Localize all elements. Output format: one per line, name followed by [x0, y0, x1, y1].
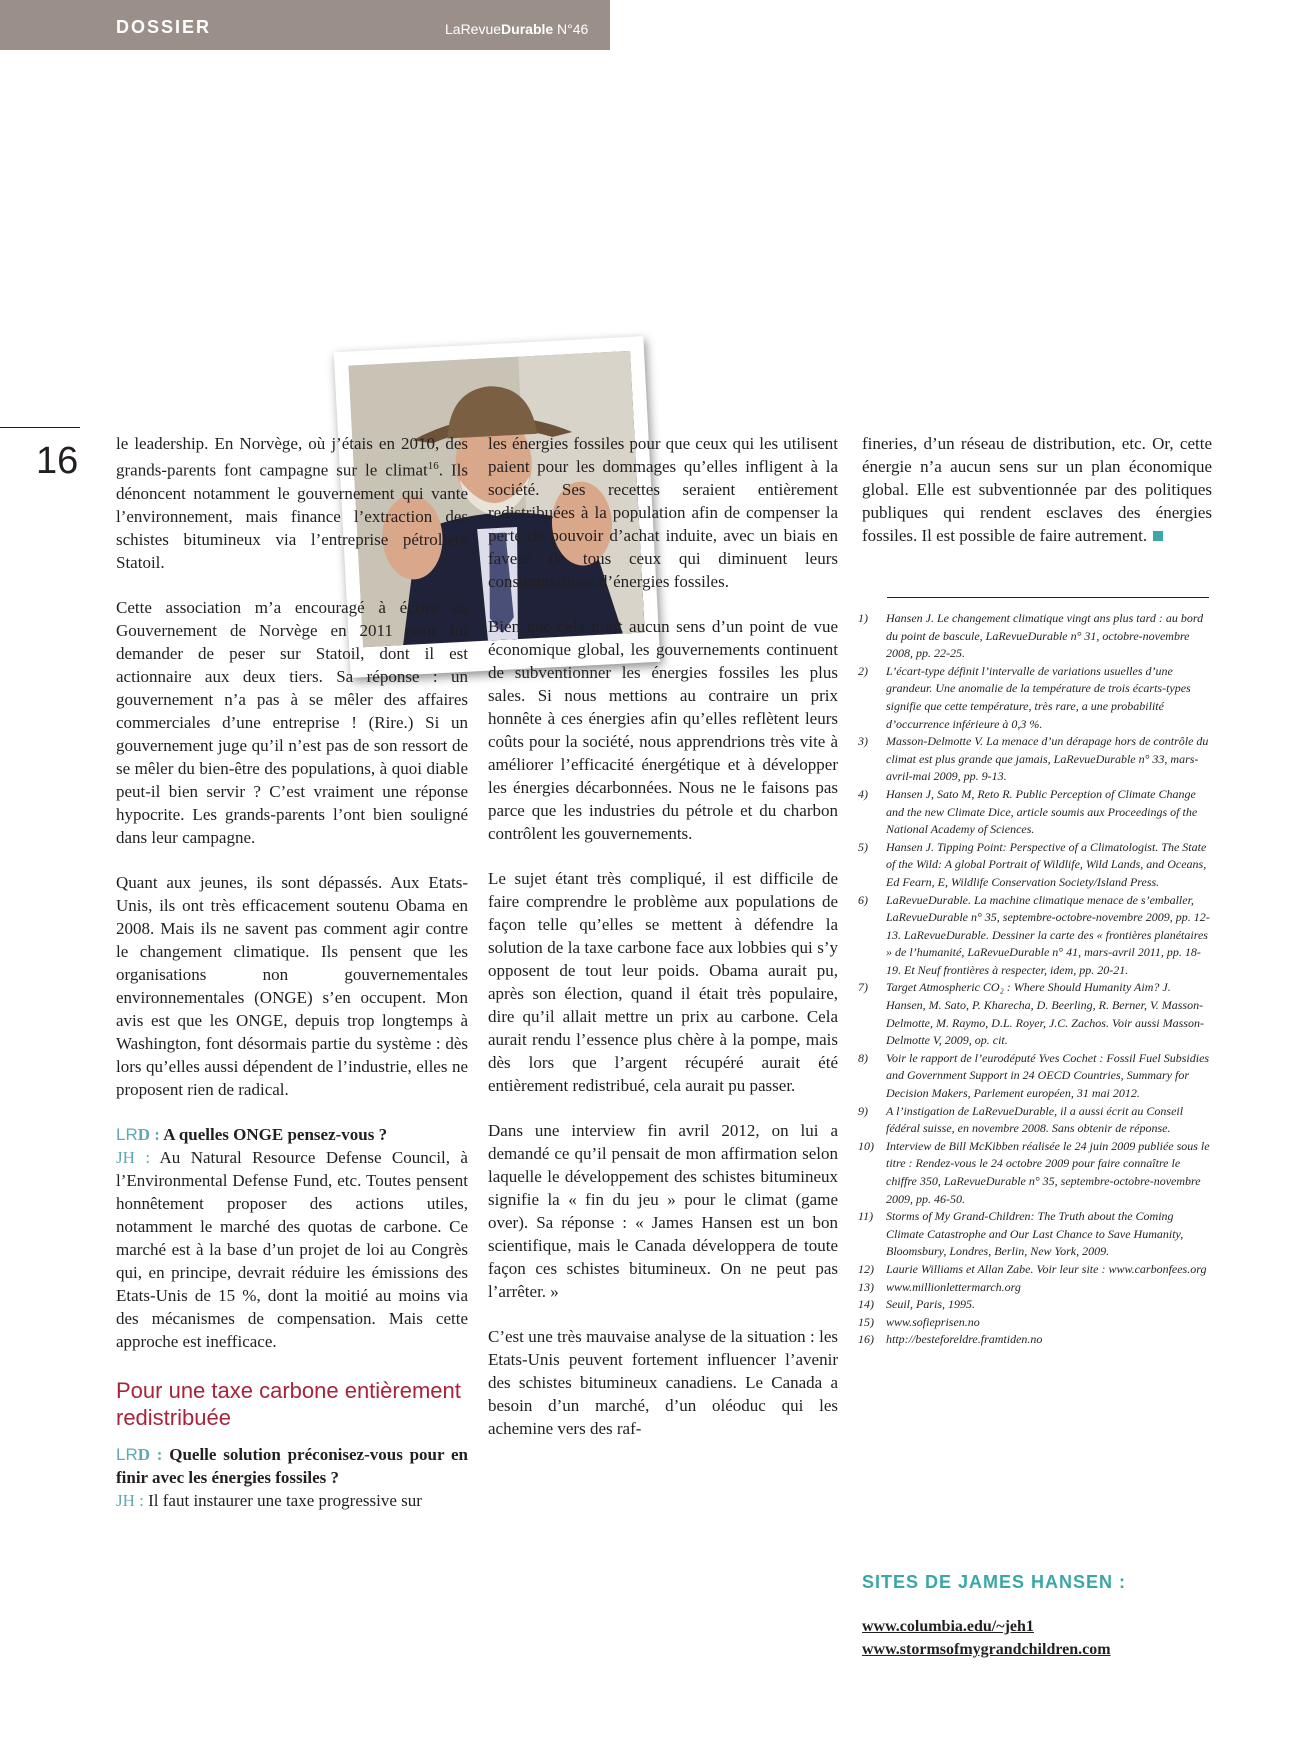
footnote-text: Hansen J. Le changement climatique vingt ans plus tard : au bord du point de bascule, LaRevueDurable n° 31, octobre-novembre 2008, pp. 22-25.	[886, 611, 1204, 661]
lrd-d-2: D :	[137, 1444, 170, 1464]
footnote-text: Voir le rapport de l’eurodéputé Yves Cochet : Fossil Fuel Subsidies and Government Support in 24 OECD Countries, Summary for Decision Makers, Parlement européen, 31 mai 2012.	[886, 1050, 1210, 1101]
footnote-number: 11)	[858, 1209, 874, 1224]
footnote-ref-16: 16	[427, 460, 439, 472]
footnote-text: www.millionlettermarch.org	[886, 1279, 1021, 1294]
site-link-columbia[interactable]: www.columbia.edu/~jeh1	[862, 1618, 1034, 1635]
footnote-item	[858, 1261, 1210, 1279]
question-1-text: A quelles ONGE pensez-vous ?	[163, 1124, 388, 1144]
col3-p1-text: fineries, d’un réseau de distribution, etc. Or, cette énergie n’a aucun sens sur un plan économique global. Elle est subventionnée par des politiques publiques qui rendent esclaves des énergies fossiles. Il est possible de faire autrement.	[862, 434, 1212, 545]
end-of-article-icon	[1153, 531, 1163, 541]
footnote-text: Masson-Delmotte V. La menace d’un dérapage hors de contrôle du climat est plus grande que jamais, LaRevueDurable n° 33, mars-avril-mai 2009, pp. 9-13.	[886, 734, 1209, 784]
lrd-prefix: LR	[116, 1124, 138, 1144]
page-number: 16	[36, 440, 79, 482]
footnote-number: 6)	[858, 892, 868, 907]
footnotes-list	[858, 610, 1210, 1349]
col1-p1-text: le leadership. En Norvège, où j’étais en 2010, des grands-parents font campagne sur le climat	[116, 434, 468, 480]
footnote-text: Hansen J. Tipping Point: Perspective of a Climatologist. The State of the Wild: A global Portrait of Wildlife, Wild Lands, and Oceans, Ed Fearn, E, Wildlife Conservation Society/Island Press.	[886, 839, 1207, 889]
question-1	[116, 1123, 468, 1146]
column-2	[488, 432, 838, 1440]
issue-number: N°46	[553, 21, 589, 37]
lrd-d: D :	[137, 1124, 164, 1144]
footnote-item	[858, 1331, 1210, 1349]
footnotes-rule	[887, 597, 1209, 598]
answer-2-text: Il faut instaurer une taxe progressive sur	[148, 1490, 422, 1510]
footnote-item	[858, 979, 1210, 1049]
site-link-storms[interactable]: www.stormsofmygrandchildren.com	[862, 1641, 1111, 1658]
footnote-text: Hansen J, Sato M, Reto R. Public Perception of Climate Change and the new Climate Dice, article soumis aux Proceedings of the National Academy of Sciences.	[886, 786, 1198, 837]
footnote-item	[858, 786, 1210, 839]
footnote-item	[858, 892, 1210, 980]
footnote-text: Seuil, Paris, 1995.	[886, 1297, 975, 1312]
header-band	[0, 0, 610, 50]
footnote-text: http://besteforeldre.framtiden.no	[886, 1332, 1043, 1347]
col2-paragraph-1: les énergies fossiles pour que ceux qui les utilisent paient pour les dommages qu’elles infligent à la société. Ses recettes seraient entièrement redistribuées à la population afin de compenser la perte de pouvoir d’achat induite, avec un biais en faveur de tous ceux qui diminuent leurs consommations d’énergies fossiles.	[488, 434, 838, 591]
magazine-prefix: LaRevue	[445, 21, 502, 37]
col1-paragraph-1	[116, 432, 468, 574]
footnote-item	[858, 733, 1210, 786]
answer-2	[116, 1489, 468, 1512]
lrd-prefix-2: LR	[116, 1444, 138, 1464]
section-label: DOSSIER	[116, 17, 212, 37]
col1-paragraph-3: Quant aux jeunes, ils sont dépassés. Aux Etats-Unis, ils ont très efficacement soutenu Obama en 2008. Mais ils ne savent pas comment agir contre le changement climatique. Ils pensent que les organisations non gouvernementales environnementales (ONGE) s’en occupent. Mon avis est que les ONGE, depuis trop longtemps à Washington, font désormais partie du système : dès lors qu’elles aussi dépendent de l’industrie, elles ne proposent rien de radical.	[116, 872, 468, 1099]
question-2-text: Quelle solution préconisez-vous pour en finir avec les énergies fossiles ?	[116, 1444, 468, 1487]
footnote-number: 12)	[858, 1261, 874, 1276]
footnote-number: 3)	[858, 734, 868, 749]
footnote-item	[858, 663, 1210, 733]
col2-paragraph-4: Dans une interview fin avril 2012, on lui a demandé ce qu’il pensait de mon affirmation selon laquelle le développement des schistes bitumineux signifie la « fin du jeu » pour le climat (game over). Sa réponse : « James Hansen est un bon scientifique, mais le Canada développera de toute façon ces schistes bitumineux. On ne peut pas l’arrêter. »	[488, 1121, 838, 1301]
footnote-number: 1)	[858, 611, 868, 625]
footnote-item	[858, 1296, 1210, 1314]
footnote-text: A l’instigation de LaRevueDurable, il a aussi écrit au Conseil fédéral suisse, en novembre 2008. Sans obtenir de réponse.	[886, 1103, 1184, 1136]
footnote-number: 7)	[858, 980, 868, 995]
column-3	[862, 432, 1212, 547]
col1-p1-rest: . Ils dénoncent notamment le gouvernement qui vante l’environnement, mais finance l’extraction des schistes bitumineux via l’entreprise pétrolière Statoil.	[116, 460, 468, 572]
magazine-bold: Durable	[501, 21, 554, 37]
footnote-number: 8)	[858, 1050, 868, 1065]
footnote-text: Interview de Bill McKibben réalisée le 24 juin 2009 publiée sous le titre : Rendez-vous le 24 octobre 2009 pour faire connaître le chiffre 350, LaRevueDurable n° 35, septembre-octobre-novembre 2009, pp. 46-50.	[886, 1138, 1210, 1206]
answer-1	[116, 1146, 468, 1353]
footnote-text: Target Atmospheric CO₂ : Where Should Humanity Aim? J. Hansen, M. Sato, P. Kharecha, D. Beerling, R. Berner, V. Masson-Delmotte, M. Raymo, D.L. Royer, J.C. Zachos. Voir aussi Masson-Delmotte V, 2009, op. cit.	[886, 980, 1204, 1048]
footnote-text: L’écart-type définit l’intervalle de variations usuelles d’une grandeur. Une anomalie de la température de trois écarts-types signifie que cette température, très rare, a une probabilité d’occurrence inférieure à 0,3 %.	[886, 663, 1191, 731]
col3-paragraph-1	[862, 432, 1212, 547]
footnote-number: 13)	[858, 1279, 874, 1294]
footnote-text: www.sofieprisen.no	[886, 1314, 980, 1329]
page-number-rule	[0, 427, 80, 428]
question-2	[116, 1443, 468, 1489]
footnote-item	[858, 1314, 1210, 1332]
footnote-number: 14)	[858, 1297, 874, 1312]
footnote-text: Laurie Williams et Allan Zabe. Voir leur site : www.carbonfees.org	[886, 1261, 1207, 1276]
footnote-item	[858, 1050, 1210, 1103]
footnote-item	[858, 610, 1210, 663]
footnote-item	[858, 1138, 1210, 1208]
footnote-number: 2)	[858, 663, 868, 678]
col2-paragraph-2: Bien que cela n’ait aucun sens d’un point de vue économique global, les gouvernements continuent de subventionner les énergies fossiles les plus sales. Si nous mettions au contraire un prix honnête à ces énergies afin qu’elles reflètent leurs coûts pour la société, nous apprendrions très vite à améliorer l’efficacité énergétique et à développer les énergies décarbonnées. Nous ne le faisons pas parce que les industries du pétrole et du charbon contrôlent les gouvernements.	[488, 617, 838, 843]
footnote-number: 4)	[858, 786, 868, 801]
footnote-text: Storms of My Grand-Children: The Truth about the Coming Climate Catastrophe and Our Last Chance to Save Humanity, Bloomsbury, Londres, Berlin, New York, 2009.	[886, 1209, 1184, 1259]
footnote-number: 16)	[858, 1332, 874, 1347]
col2-paragraph-5: C’est une très mauvaise analyse de la situation : les Etats-Unis peuvent fortement influencer l’avenir des schistes bitumineux canadiens. Le Canada a besoin d’un marché, d’un oléoduc qui les achemine vers des raf-	[488, 1327, 838, 1438]
footnote-number: 9)	[858, 1103, 868, 1118]
footnote-item	[858, 1208, 1210, 1261]
sites-heading: SITES DE JAMES HANSEN :	[862, 1572, 1127, 1592]
footnote-number: 15)	[858, 1314, 874, 1329]
footnote-number: 10)	[858, 1138, 874, 1153]
footnote-item	[858, 839, 1210, 892]
col2-paragraph-3: Le sujet étant très compliqué, il est difficile de faire comprendre le problème aux populations de façon telle qu’elles se mettent à défendre la solution de la taxe carbone face aux lobbies qui s’y opposent de tout leur poids. Obama aurait pu, après son élection, quand il était très populaire, dire qu’il allait mettre un prix au carbone. Cela aurait rendu l’essence plus chère à la pompe, mais dès lors que l’argent récupéré aurait été entièrement redistribué, cela aurait pu passer.	[488, 869, 838, 1095]
jh-prefix-2: JH :	[116, 1490, 149, 1510]
footnote-text: LaRevueDurable. La machine climatique menace de s’emballer, LaRevueDurable n° 35, septembre-octobre-novembre 2009, pp. 12-13. LaRevueDurable. Dessiner la carte des « frontières planétaires » de l’humanité, LaRevueDurable n° 41, mars-avril 2011, pp. 18-19. Et Neuf frontières à respecter, idem, pp. 20-21.	[886, 892, 1210, 977]
footnote-item	[858, 1279, 1210, 1297]
jh-prefix: JH :	[116, 1147, 160, 1167]
magazine-issue	[445, 21, 588, 37]
footnote-number: 5)	[858, 839, 868, 854]
section-subheading: Pour une taxe carbone entièrement redistribuée	[116, 1377, 461, 1430]
answer-1-text: Au Natural Resource Defense Council, à l’Environmental Defense Fund, etc. Toutes pensent honnêtement proposer des actions utiles, notamment le marché des quotas de carbone. Ce marché est à la base d’un projet de loi au Congrès qui, en principe, devrait réduire les émissions des Etats-Unis de 15 %, dont la moitié au moins via des mécanismes de compensation. Mais cette approche est inefficace.	[116, 1147, 468, 1351]
column-1	[116, 432, 468, 1512]
col1-paragraph-2: Cette association m’a encouragé à écrire au Gouvernement de Norvège en 2011 pour lui demander de peser sur Statoil, dont il est actionnaire aux deux tiers. Sa réponse : un gouvernement n’a pas à se mêler des affaires commerciales d’une entreprise ! (Rire.) Si un gouvernement juge qu’il n’est pas de son ressort de se mêler du bien-être des populations, à quoi diable peut-il bien servir ? C’est vraiment une réponse hypocrite. Les grands-parents l’ont bien souligné dans leur campagne.	[116, 597, 468, 847]
footnote-item	[858, 1103, 1210, 1138]
